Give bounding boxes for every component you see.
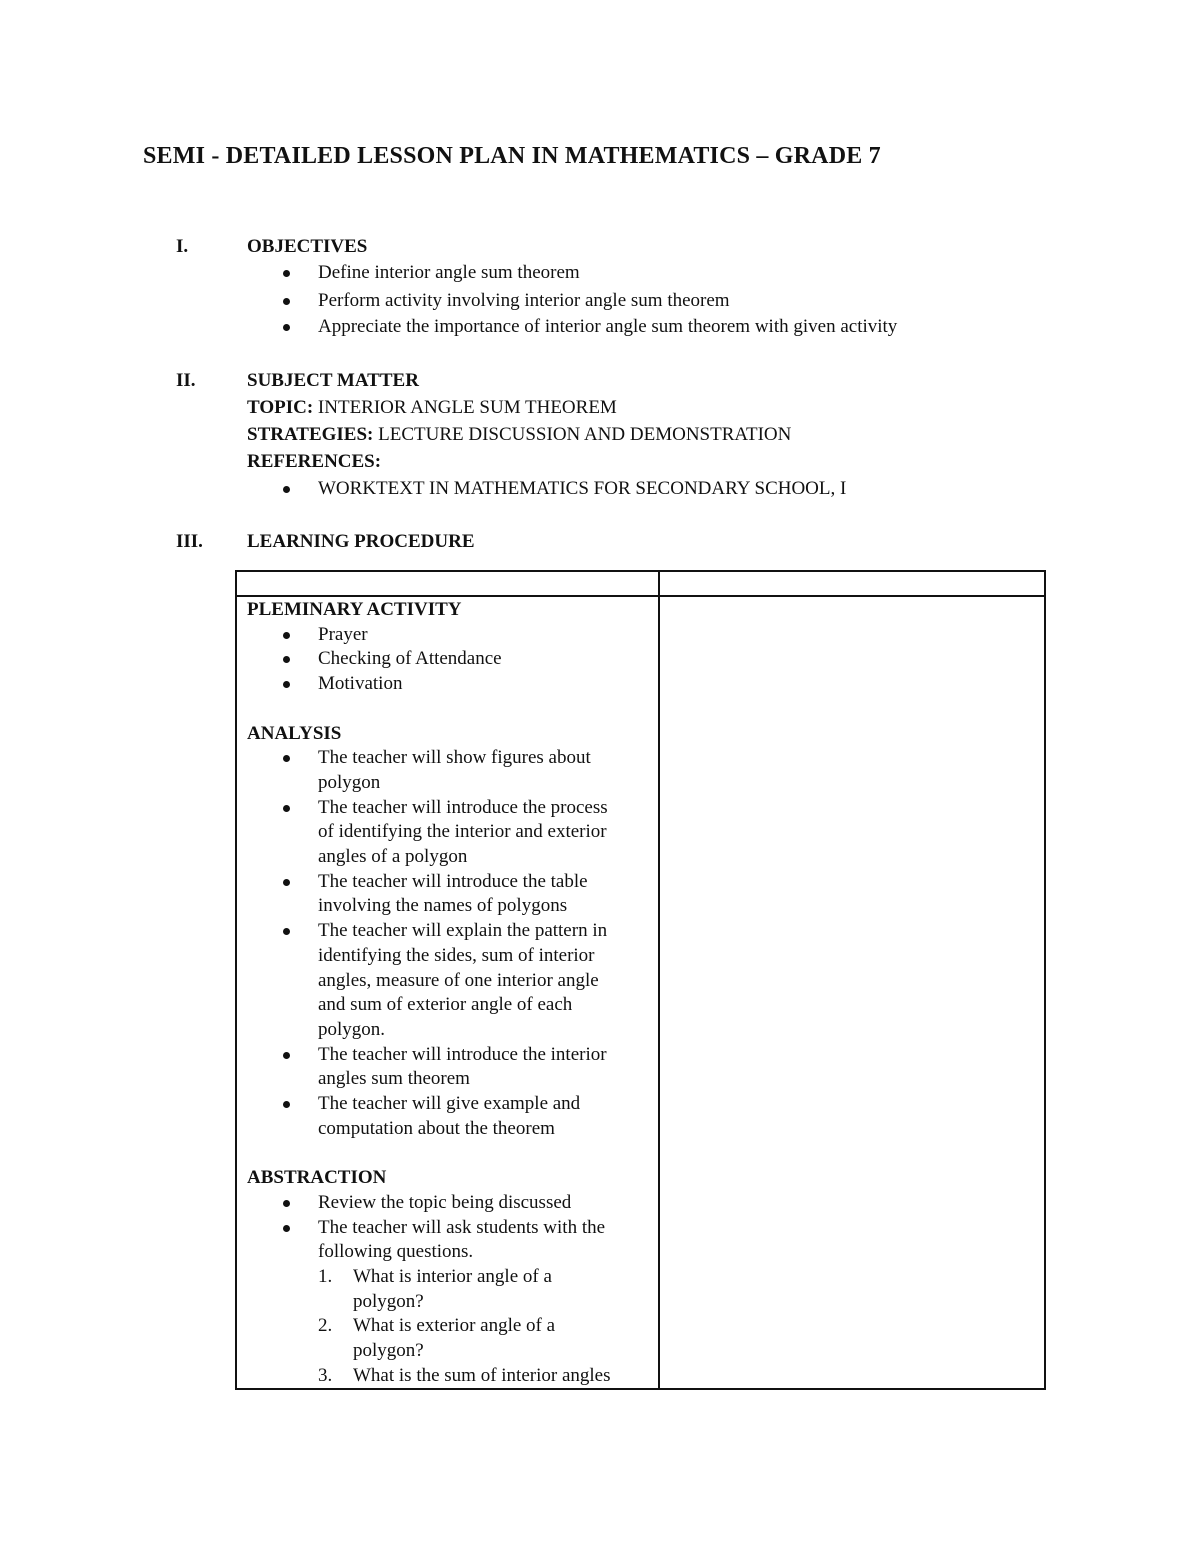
abstraction-item-line: following questions. bbox=[318, 1241, 474, 1263]
strategies-line bbox=[247, 424, 791, 446]
analysis-item-line: and sum of exterior angle of each bbox=[318, 994, 573, 1016]
bullet-icon bbox=[283, 270, 290, 277]
abstraction-item-line: Review the topic being discussed bbox=[318, 1191, 572, 1213]
strategies-value: LECTURE DISCUSSION AND DEMONSTRATION bbox=[373, 424, 792, 445]
section-heading-objectives: OBJECTIVES bbox=[247, 236, 368, 257]
section-heading-learning-procedure: LEARNING PROCEDURE bbox=[247, 531, 475, 552]
section-heading-subject-matter: SUBJECT MATTER bbox=[247, 370, 419, 391]
bullet-icon bbox=[283, 805, 290, 812]
analysis-item-line: angles of a polygon bbox=[318, 846, 468, 867]
analysis-item-line: The teacher will introduce the table bbox=[318, 870, 588, 892]
analysis-item-line: angles sum theorem bbox=[318, 1068, 470, 1090]
analysis-item-line: computation about the theorem bbox=[318, 1117, 555, 1139]
table-column-divider bbox=[658, 570, 660, 1390]
abstraction-heading: ABSTRACTION bbox=[247, 1167, 387, 1189]
reference-item: WORKTEXT IN MATHEMATICS FOR SECONDARY SCHOOL, I bbox=[318, 478, 847, 499]
bullet-icon bbox=[283, 1225, 290, 1232]
bullet-icon bbox=[283, 486, 290, 493]
question-line: What is interior angle of a bbox=[353, 1265, 552, 1287]
abstraction-item-line: The teacher will ask students with the bbox=[318, 1216, 606, 1238]
question-number: 2. bbox=[318, 1315, 333, 1337]
analysis-item-line: involving the names of polygons bbox=[318, 895, 568, 917]
topic-value: INTERIOR ANGLE SUM THEOREM bbox=[313, 397, 617, 418]
analysis-item-line: The teacher will explain the pattern in bbox=[318, 920, 608, 942]
bullet-icon bbox=[283, 632, 290, 639]
objective-item: Perform activity involving interior angle sum theorem bbox=[318, 290, 730, 311]
page-title: SEMI - DETAILED LESSON PLAN IN MATHEMATICS – GRADE 7 bbox=[143, 143, 881, 169]
preliminary-item: Prayer bbox=[318, 623, 368, 645]
analysis-item-line: The teacher will give example and bbox=[318, 1093, 581, 1114]
analysis-item-line: polygon. bbox=[318, 1018, 386, 1040]
bullet-icon bbox=[283, 879, 290, 886]
analysis-item-line: The teacher will introduce the interior bbox=[318, 1043, 607, 1065]
question-line: What is the sum of interior angles bbox=[353, 1364, 611, 1386]
section-number-objectives: I. bbox=[176, 236, 189, 257]
bullet-icon bbox=[283, 1200, 290, 1207]
question-number: 3. bbox=[318, 1364, 333, 1386]
preliminary-item: Checking of Attendance bbox=[318, 648, 502, 670]
section-number-learning-procedure: III. bbox=[176, 531, 203, 552]
preliminary-heading: PLEMINARY ACTIVITY bbox=[247, 599, 462, 620]
section-number-subject-matter: II. bbox=[176, 370, 196, 391]
analysis-heading: ANALYSIS bbox=[247, 722, 342, 744]
topic-label: TOPIC: bbox=[247, 397, 314, 418]
question-line: What is exterior angle of a bbox=[353, 1315, 556, 1337]
preliminary-item: Motivation bbox=[318, 673, 403, 695]
question-number: 1. bbox=[318, 1265, 333, 1287]
analysis-item-line: of identifying the interior and exterior bbox=[318, 821, 607, 843]
bullet-icon bbox=[283, 324, 290, 331]
objective-item: Define interior angle sum theorem bbox=[318, 262, 580, 283]
topic-line bbox=[247, 397, 617, 419]
references-label: REFERENCES: bbox=[247, 451, 382, 472]
question-line: polygon? bbox=[353, 1290, 424, 1312]
objective-item: Appreciate the importance of interior angle sum theorem with given activity bbox=[318, 316, 898, 337]
bullet-icon bbox=[283, 298, 290, 305]
analysis-item-line: polygon bbox=[318, 771, 381, 793]
analysis-item-line: angles, measure of one interior angle bbox=[318, 969, 599, 991]
bullet-icon bbox=[283, 1052, 290, 1059]
analysis-item-line: The teacher will introduce the process bbox=[318, 796, 608, 818]
analysis-item-line: The teacher will show figures about bbox=[318, 747, 591, 769]
question-line: polygon? bbox=[353, 1340, 424, 1361]
analysis-item-line: identifying the sides, sum of interior bbox=[318, 944, 595, 966]
table-header-divider bbox=[235, 595, 1046, 597]
bullet-icon bbox=[283, 1101, 290, 1108]
strategies-label: STRATEGIES: bbox=[247, 424, 374, 445]
